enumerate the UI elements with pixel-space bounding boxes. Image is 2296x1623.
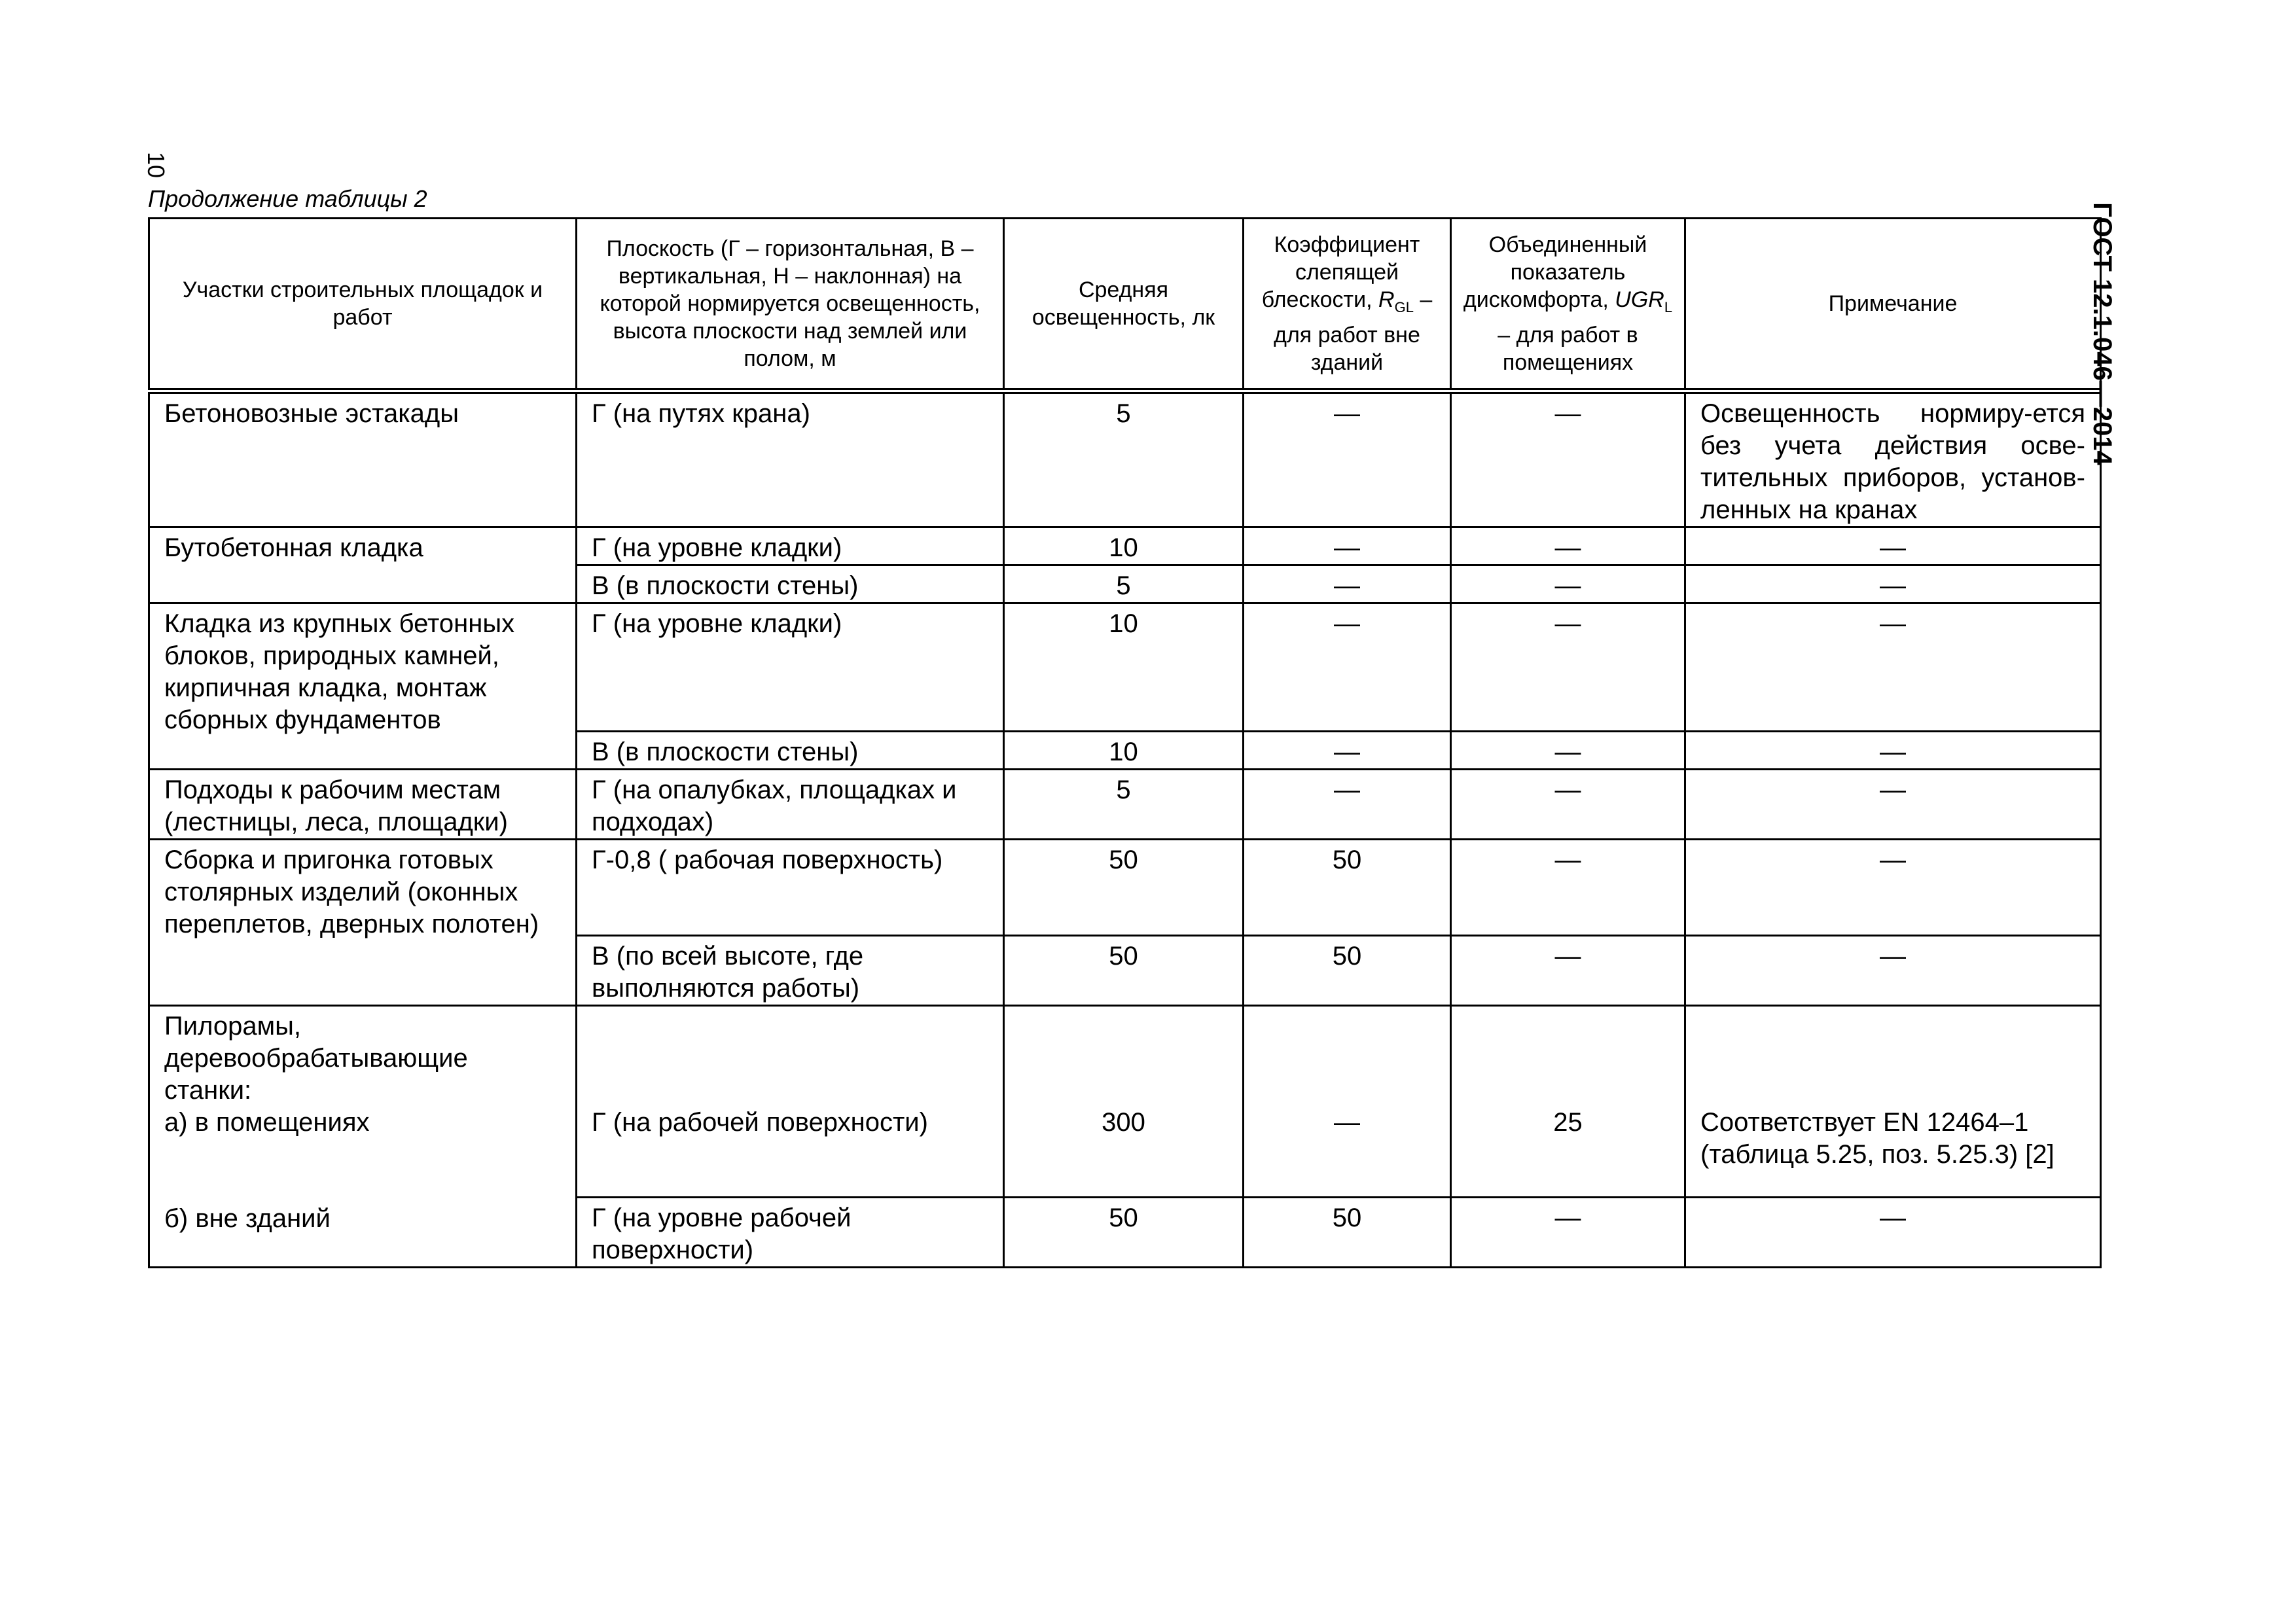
header-ugr-text-b: – для работ в помещениях bbox=[1498, 322, 1638, 375]
header-glare-text-a: Коэффициент слепящей блескости, bbox=[1261, 232, 1420, 313]
table-caption: Продолжение таблицы 2 bbox=[148, 185, 427, 212]
cell-ugr: — bbox=[1451, 840, 1685, 936]
cell-note: — bbox=[1685, 732, 2101, 770]
table-row bbox=[149, 840, 2101, 936]
cell-note: Соответствует EN 12464–1 (таблица 5.25, поз. 5.25.3) [2] bbox=[1685, 1006, 2101, 1198]
cell-ugr: — bbox=[1451, 1198, 1685, 1268]
cell-glare: — bbox=[1244, 603, 1451, 732]
cell-note: — bbox=[1685, 770, 2101, 840]
header-glare-subscript: GL bbox=[1394, 298, 1414, 315]
cell-note: Освещенность нормиру-ется без учета действия осве-тительных приборов, установ-ленных на кранах bbox=[1685, 391, 2101, 527]
cell-area: Бутобетонная кладка bbox=[149, 527, 577, 603]
cell-plane: Г (на путях крана) bbox=[577, 391, 1004, 527]
table-row bbox=[149, 527, 2101, 565]
header-glare-symbol: R bbox=[1378, 287, 1395, 313]
cell-illuminance: 5 bbox=[1004, 391, 1244, 527]
cell-ugr: — bbox=[1451, 732, 1685, 770]
cell-note: — bbox=[1685, 527, 2101, 565]
cell-glare: 50 bbox=[1244, 840, 1451, 936]
cell-ugr: — bbox=[1451, 527, 1685, 565]
cell-note: — bbox=[1685, 1198, 2101, 1268]
cell-illuminance: 10 bbox=[1004, 603, 1244, 732]
cell-ugr: — bbox=[1451, 391, 1685, 527]
header-note: Примечание bbox=[1685, 219, 2101, 391]
cell-area: Сборка и пригонка готовых столярных изделий (оконных переплетов, дверных полотен) bbox=[149, 840, 577, 1006]
header-ugr-subscript: L bbox=[1664, 298, 1673, 315]
table-row bbox=[149, 603, 2101, 732]
cell-glare: 50 bbox=[1244, 936, 1451, 1006]
header-glare bbox=[1244, 219, 1451, 391]
cell-plane: Г (на рабочей поверхности) bbox=[577, 1006, 1004, 1198]
cell-plane: В (в плоскости стены) bbox=[577, 732, 1004, 770]
table-row bbox=[149, 1006, 2101, 1198]
header-plane: Плоскость (Г – горизонтальная, В – вертикальная, Н – наклонная) на которой нормируется освещенность, высота плоскости над землей или полом, м bbox=[577, 219, 1004, 391]
cell-plane: Г (на опалубках, площадках и подходах) bbox=[577, 770, 1004, 840]
header-illuminance: Средняя освещенность, лк bbox=[1004, 219, 1244, 391]
cell-ugr: — bbox=[1451, 603, 1685, 732]
cell-glare: — bbox=[1244, 527, 1451, 565]
cell-area bbox=[149, 1006, 577, 1268]
cell-plane: Г (на уровне рабочей поверхности) bbox=[577, 1198, 1004, 1268]
cell-illuminance: 5 bbox=[1004, 770, 1244, 840]
cell-plane: Г (на уровне кладки) bbox=[577, 527, 1004, 565]
header-ugr-text-a: Объединенный показатель дискомфорта, bbox=[1463, 232, 1647, 313]
cell-glare: — bbox=[1244, 565, 1451, 603]
cell-illuminance: 10 bbox=[1004, 732, 1244, 770]
cell-illuminance: 50 bbox=[1004, 840, 1244, 936]
cell-area: Бетоновозные эстакады bbox=[149, 391, 577, 527]
cell-area-title: Пилорамы, деревообрабатывающие станки: bbox=[164, 1012, 468, 1105]
cell-illuminance: 300 bbox=[1004, 1006, 1244, 1198]
header-ugr-symbol: UGR bbox=[1615, 287, 1664, 313]
header-ugr bbox=[1451, 219, 1685, 391]
cell-ugr: — bbox=[1451, 936, 1685, 1006]
cell-glare: — bbox=[1244, 770, 1451, 840]
cell-note: — bbox=[1685, 603, 2101, 732]
header-glare-text-b: – для работ вне зданий bbox=[1274, 287, 1433, 375]
cell-glare: 50 bbox=[1244, 1198, 1451, 1268]
cell-plane: Г-0,8 ( рабочая поверхность) bbox=[577, 840, 1004, 936]
cell-illuminance: 50 bbox=[1004, 1198, 1244, 1268]
cell-ugr: 25 bbox=[1451, 1006, 1685, 1198]
table-header-row bbox=[149, 219, 2101, 391]
cell-glare: — bbox=[1244, 391, 1451, 527]
page-number: 10 bbox=[143, 151, 170, 179]
cell-note: — bbox=[1685, 565, 2101, 603]
cell-ugr: — bbox=[1451, 770, 1685, 840]
table-row bbox=[149, 391, 2101, 527]
cell-illuminance: 5 bbox=[1004, 565, 1244, 603]
lighting-norms-table bbox=[148, 217, 2102, 1268]
cell-illuminance: 50 bbox=[1004, 936, 1244, 1006]
cell-glare: — bbox=[1244, 1006, 1451, 1198]
cell-area: Подходы к рабочим местам (лестницы, леса, площадки) bbox=[149, 770, 577, 840]
cell-glare: — bbox=[1244, 732, 1451, 770]
table-row bbox=[149, 770, 2101, 840]
cell-illuminance: 10 bbox=[1004, 527, 1244, 565]
cell-plane: В (в плоскости стены) bbox=[577, 565, 1004, 603]
cell-area-sub-b: б) вне зданий bbox=[164, 1204, 331, 1233]
cell-note: — bbox=[1685, 936, 2101, 1006]
document-code: ГОСТ 12.1.046—2014 bbox=[2088, 202, 2117, 465]
header-area: Участки строительных площадок и работ bbox=[149, 219, 577, 391]
cell-plane: В (по всей высоте, где выполняются работы) bbox=[577, 936, 1004, 1006]
cell-area-sub-a: а) в помещениях bbox=[164, 1108, 370, 1137]
cell-plane: Г (на уровне кладки) bbox=[577, 603, 1004, 732]
cell-note: — bbox=[1685, 840, 2101, 936]
cell-ugr: — bbox=[1451, 565, 1685, 603]
cell-area: Кладка из крупных бетонных блоков, природных камней, кирпичная кладка, монтаж сборных фундаментов bbox=[149, 603, 577, 770]
